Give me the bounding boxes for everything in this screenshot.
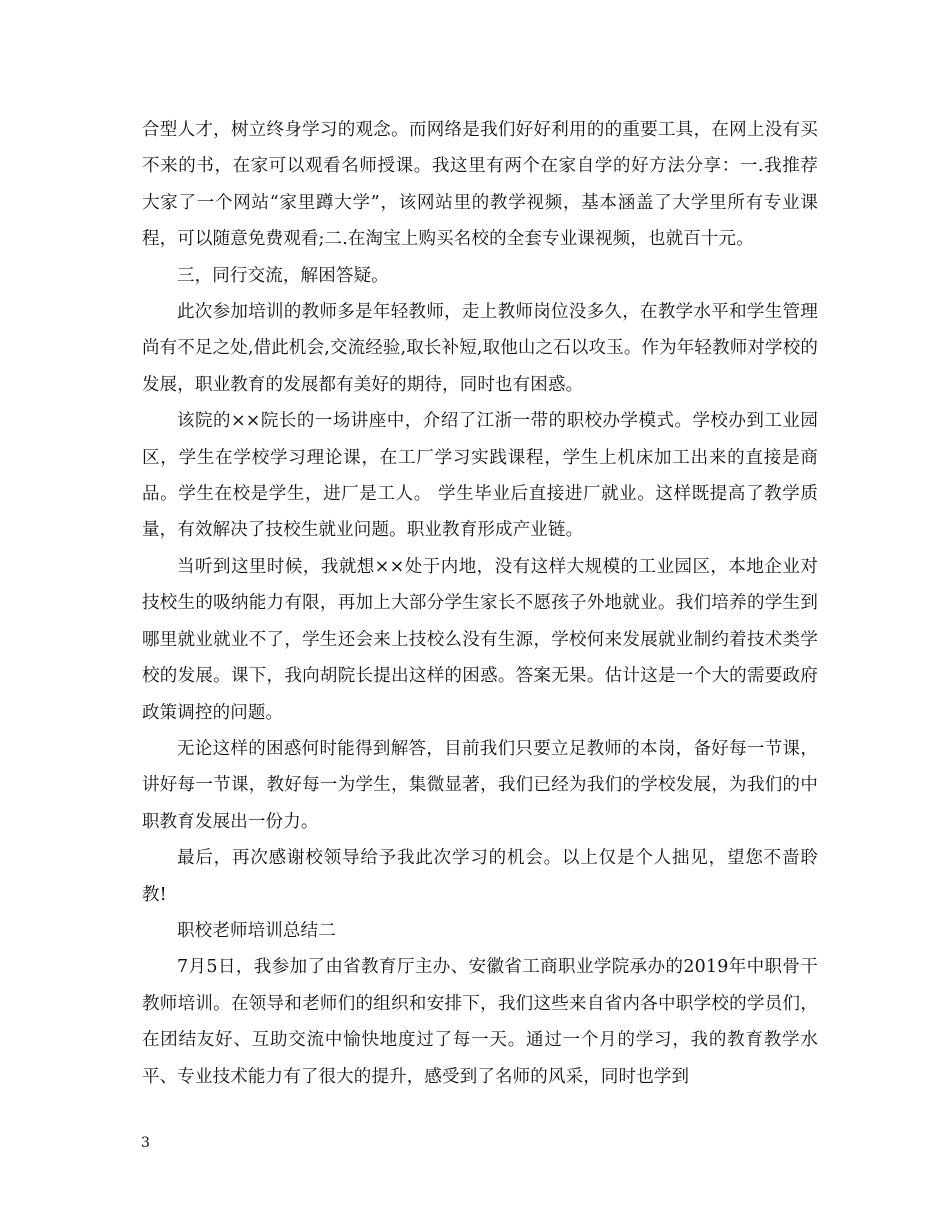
paragraph-9: 7月5日，我参加了由省教育厅主办、安徽省工商职业学院承办的2019年中职骨干教师培训。在领导和老师们的组织和安排下，我们这些来自省内各中职学校的学员们，在团结友好、互助交流中愉快地度过了每一天。通过一个月的学习，我的教育教学水平、专业技术能力有了很大的提升，感受到了名师的风采，同时也学到 — [142, 957, 818, 1087]
section-heading: 职校老师培训总结二 — [177, 920, 336, 941]
paragraph-3: 此次参加培训的教师多是年轻教师，走上教师岗位没多久，在教学水平和学生管理尚有不足之处,借此机会,交流经验,取长补短,取他山之石以攻玉。作为年轻教师对学校的发展，职业教育的发展都有美好的期待，同时也有困惑。 — [142, 302, 818, 395]
paragraph-2-heading: 三，同行交流，解困答疑。 — [177, 265, 389, 286]
paragraph-6: 无论这样的困惑何时能得到解答，目前我们只要立足教师的本岗，备好每一节课，讲好每一节课，教好每一为学生，集微显著，我们已经为我们的学校发展，为我们的中职教育发展出一份力。 — [142, 738, 818, 832]
paragraph-7: 最后，再次感谢校领导给予我此次学习的机会。以上仅是个人拙见，望您不啬聆教! — [142, 848, 818, 905]
paragraph-1: 合型人才，树立终身学习的观念。而网络是我们好好利用的的重要工具，在网上没有买不来的书，在家可以观看名师授课。我这里有两个在家自学的好方法分享：一.我推荐大家了一个网站“家里蹲大学”，该网站里的教学视频，基本涵盖了大学里所有专业课程，可以随意免费观看;二.在淘宝上购买名校的全套专业课视频，也就百十元。 — [142, 120, 818, 250]
paragraph-5: 当听到这里时候，我就想××处于内地，没有这样大规模的工业园区，本地企业对技校生的吸纳能力有限，再加上大部分学生家长不愿孩子外地就业。我们培养的学生到哪里就业就业不了，学生还会来上技校么没有生源，学校何来发展就业制约着技术类学校的发展。课下，我向胡院长提出这样的困惑。答案无果。估计这是一个大的需要政府政策调控的问题。 — [142, 556, 818, 723]
paragraph-4: 该院的××院长的一场讲座中，介绍了江浙一带的职校办学模式。学校办到工业园区，学生在学校学习理论课，在工厂学习实践课程，学生上机床加工出来的直接是商品。学生在校是学生，进厂是工人。 学生毕业后直接进厂就业。这样既提高了教学质量，有效解决了技校生就业问题。职业教育形成产业链。 — [142, 411, 818, 541]
page-number: 3 — [141, 1135, 150, 1151]
body-text — [142, 112, 818, 1095]
